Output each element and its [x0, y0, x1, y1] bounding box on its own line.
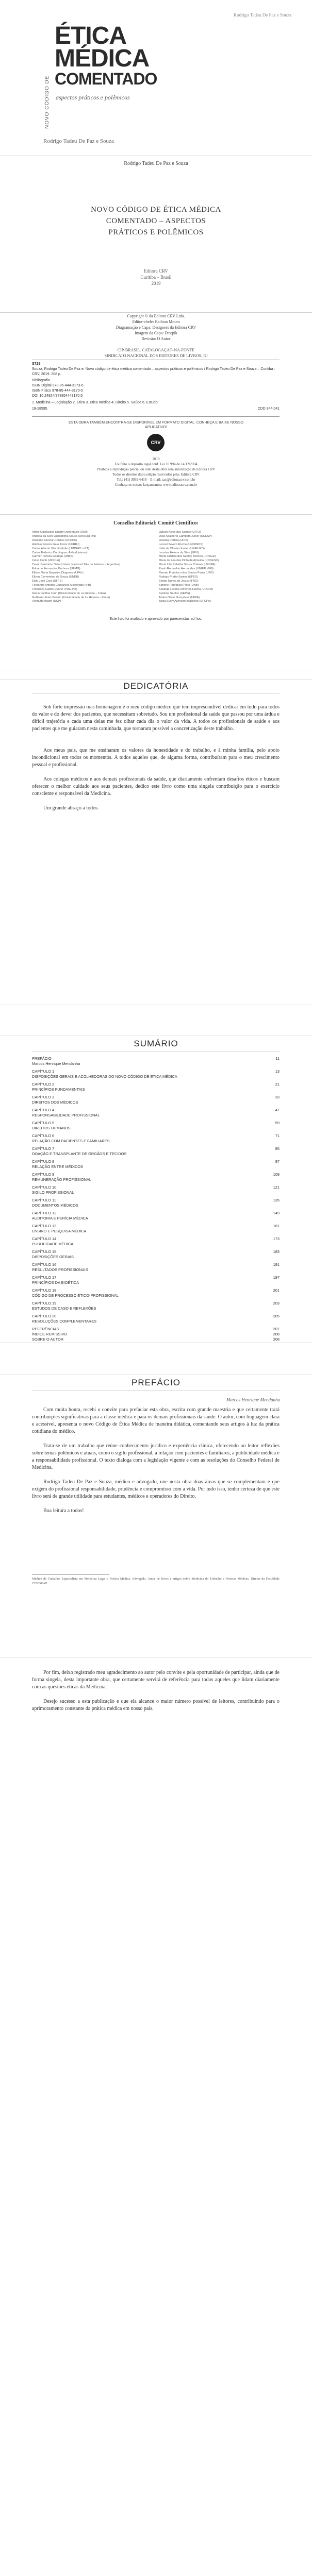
- cip-heading-1: CIP-BRASIL. CATALOGAÇÃO-NA-FONTE: [117, 348, 195, 352]
- toc-entry[interactable]: [32, 1108, 280, 1113]
- copyright-line: Copyright © da Editora CRV Ltda.: [127, 314, 185, 318]
- rights-block: [0, 456, 312, 487]
- section-title-rule: [32, 1051, 280, 1052]
- toc-entry[interactable]: [32, 1327, 280, 1332]
- toc-entry[interactable]: [32, 1203, 280, 1208]
- copyright-line: Revisão: O Autor: [141, 336, 171, 341]
- toc-entry-page: 201: [273, 1288, 280, 1293]
- conselho-member: Maria Lília Imbiriba Sousa Colares (UFOPA): [159, 563, 216, 567]
- conselho-member: Guillermo Arias Beatón (Universidade de La Havana – Cuba): [32, 596, 110, 599]
- conselho-member: Sérgio Nunes de Jesus (IFRO): [159, 579, 199, 583]
- toc-entry-label: SOBRE O AUTOR: [32, 1337, 64, 1342]
- toc-entry[interactable]: [32, 1267, 280, 1273]
- toc-entry[interactable]: [32, 1121, 280, 1126]
- toc-entry[interactable]: [32, 1087, 280, 1092]
- toc-entry[interactable]: [32, 1293, 280, 1298]
- toc-entry-label: CAPÍTULO 13: [32, 1224, 57, 1228]
- toc-entry[interactable]: [32, 1224, 280, 1229]
- title-line-3: PRÁTICOS E POLÊMICOS: [108, 228, 204, 236]
- toc-entry-label: PUBLICIDADE MÉDICA: [32, 1242, 74, 1246]
- conselho-member: Eduardo Fernandes Barbosa (UFMG): [32, 567, 80, 571]
- toc-entry[interactable]: [32, 1211, 280, 1216]
- copyright-lines: [0, 313, 312, 342]
- toc-entry-label: CAPÍTULO 6: [32, 1133, 55, 1138]
- toc-entry-label: CAPÍTULO 18: [32, 1288, 57, 1293]
- toc-entry[interactable]: [32, 1164, 280, 1170]
- toc-entry[interactable]: [32, 1332, 280, 1337]
- conselho-member: Anselmo Alencar Colares (UFOPA): [32, 538, 77, 542]
- toc-entry-label: RELAÇÃO COM PACIENTES E FAMILIARES: [32, 1139, 110, 1143]
- copyright-line: Diagramação e Capa: Designers da Editora CRV: [116, 325, 196, 330]
- toc-entry[interactable]: [32, 1159, 280, 1164]
- cip-code: S729: [32, 362, 41, 366]
- publisher-year: 2019: [151, 281, 161, 286]
- prefacio-footnote: Médico do Trabalho. Especialista em Medicina Legal e Perícia Médica. Advogado. Autor de livros e artigos sobre Medicina do Trabalho e Perícias Médicas. Diretor da Faculdade CENBRAP.: [32, 1577, 280, 1585]
- toc-entry-page: 135: [273, 1198, 280, 1202]
- publisher-city: Curitiba – Brasil: [140, 275, 172, 280]
- toc-entry-label: DIREITOS DOS MÉDICOS: [32, 1100, 78, 1105]
- toc-entry[interactable]: [32, 1100, 280, 1105]
- cip-cdd-left: 19-28595: [32, 407, 47, 411]
- toc-entry-page: 205: [273, 1314, 280, 1318]
- toc-entry-label: DOCUMENTOS MÉDICOS: [32, 1203, 78, 1208]
- dedicatoria-paragraph: Sob forte impressão mas homenagem é o meu código médico que tem imprescindível dedicar em tudo para todos do valor e do dever dos pacientes, que necessitam sobretudo. Sou um profissional da saúde que passou por uma árdua e difícil trajetória e cada uma delas me fez olhar cada dia o valor da vida. A todos os profissionais de saúde e aos pacientes que me guiaram nesta caminhada, que tornaram possível a concretização deste trabalho.: [32, 704, 280, 732]
- toc-entry-page: 191: [273, 1262, 280, 1267]
- toc-entry-label: CAPÍTULO 7: [32, 1146, 55, 1151]
- toc-entry-label: DISPOSIÇÕES GERAIS E ACOLHEDORAS DO NOVO CÓDIGO DE ÉTICA MÉDICA: [32, 1074, 177, 1079]
- toc-entry-label: CAPÍTULO 16: [32, 1262, 57, 1267]
- toc-entry[interactable]: [32, 1146, 280, 1151]
- conselho-member: Carlos Alberto Vilar Estêvão (UMINHO – PT): [32, 547, 89, 550]
- conselho-member: Maria de Lourdes Pinto de Almeida (UNOESC): [159, 559, 219, 563]
- copyright-line: Editor-chefe: Railson Moura: [132, 319, 180, 324]
- toc-entry-label: ESTUDOS DE CASO E REFLEXÕES: [32, 1306, 96, 1311]
- toc-entry[interactable]: [32, 1301, 280, 1306]
- cover-author-under: Rodrigo Tadeu De Paz e Souza: [43, 138, 114, 144]
- toc-entry-page: 183: [273, 1249, 280, 1254]
- dedicatoria-paragraph: Um grande abraço a todos.: [43, 805, 99, 811]
- toc-entry-page: 173: [273, 1236, 280, 1241]
- toc-entry-label: CAPÍTULO 10: [32, 1185, 57, 1190]
- toc-entry[interactable]: [32, 1185, 280, 1190]
- conselho-member: Paulo Romualdo Hernandes (UNIFAL-MG): [159, 567, 214, 571]
- toc-entry[interactable]: [32, 1095, 280, 1100]
- prefacio-paragraph: Trata-se de um trabalho que reúne conhecimento jurídico e experiência clínica, oferecendo ao leitor reflexões sobre temas polêmicos e atuais, como o sigilo profissional, a relação com pacientes e familiares, a publicidade médica e a responsabilidade profissional. O texto dialoga com a legislação vigente e com as resoluções do Conselho Federal de Medicina.: [32, 1443, 280, 1470]
- toc-entry-page: 207: [273, 1327, 280, 1331]
- conselho-member: Fernando Antônio Gonçalves Alcoforado (IPB): [32, 583, 91, 587]
- toc-entry[interactable]: [32, 1151, 280, 1157]
- toc-entry-page: 59: [275, 1121, 280, 1125]
- rights-line: Conheça os nossos lançamentos: www.editoracrv.com.br: [114, 483, 198, 487]
- toc-entry[interactable]: [32, 1069, 280, 1074]
- cip-body: Souza, Rodrigo Tadeu De Paz e. Novo código de ética médica comentado – aspectos práticos e polêmicos / Rodrigo Tadeu De Paz e Souza – Curitiba : CRV, 2019. 208 p.: [32, 367, 275, 376]
- publisher-logo: CRV: [147, 434, 165, 451]
- copyright-line: Imagem da Capa: Freepik: [135, 331, 177, 335]
- section-title-rule: [32, 1390, 280, 1391]
- conselho-member: Josania Portela (UFPI): [159, 538, 188, 542]
- conselho-member: Elizeu Clementino de Souza (UNEB): [32, 575, 79, 579]
- table-of-contents: [32, 1056, 280, 1342]
- cip-isbn-2: ISBN Digital 978-85-444-3173-6: [32, 384, 84, 387]
- toc-entry-label: CÓDIGO DE PROCESSO ÉTICO-PROFISSIONAL: [32, 1293, 119, 1298]
- cover-title-line2: MÉDICA: [55, 45, 150, 72]
- prefacio-paragraph: Rodrigo Tadeu De Paz e Souza, médico e advogado, une nesta obra duas áreas que se complementam e que exigem do profissional responsabilidade, prudência e compromisso com a vida. Por tudo isso, tenho certeza de que este livro será de grande utilidade para estudantes, médicos e operadores do Direito.: [32, 1479, 280, 1499]
- toc-entry-page: 85: [275, 1146, 280, 1151]
- conselho-member: Tadeu Oliver Gonçalves (UFPA): [159, 596, 200, 599]
- cover-title: [55, 22, 157, 88]
- conselho-member: Solange Helena Ximenes-Rocha (UFOPA): [159, 587, 214, 591]
- toc-entry[interactable]: [32, 1249, 280, 1255]
- toc-entry[interactable]: [32, 1337, 280, 1342]
- rights-line: Proibida a reprodução parcial ou total desta obra sem autorização da Editora CRV: [96, 467, 216, 471]
- toc-entry[interactable]: [32, 1314, 280, 1319]
- cip-cdd-row: [32, 406, 280, 412]
- toc-entry-label: CAPÍTULO 3: [32, 1095, 55, 1099]
- rights-line: Foi feito o depósito legal conf. Lei 10.994 de 14/12/2004: [114, 462, 198, 466]
- toc-entry[interactable]: [32, 1082, 280, 1087]
- conselho-member: Élsio José Corá (UFFS): [32, 579, 63, 583]
- toc-entry[interactable]: [32, 1172, 280, 1177]
- toc-entry-label: PREFÁCIO: [32, 1056, 52, 1061]
- toc-entry[interactable]: [32, 1133, 280, 1139]
- toc-entry-page: 97: [275, 1159, 280, 1164]
- toc-entry-page: 47: [275, 1108, 280, 1112]
- publisher-name: Editora CRV: [144, 268, 168, 274]
- cip-record: [32, 362, 280, 412]
- conselho-member: Rodrigo Pratte-Santos (UFES): [159, 575, 198, 579]
- toc-entry[interactable]: [32, 1056, 280, 1061]
- toc-entry[interactable]: [32, 1061, 280, 1066]
- dedicatoria-title: DEDICATÓRIA: [123, 681, 189, 691]
- title-page: [0, 157, 312, 311]
- cover-vertical-strip: [43, 10, 52, 132]
- toc-entry[interactable]: [32, 1306, 280, 1311]
- digital-notice: ESTA OBRA TAMBÉM ENCONTRA-SE DISPONÍVEL EM FORMATO DIGITAL. CONHEÇA E BAIXE NOSSO APLICATIVO!: [69, 421, 243, 429]
- toc-entry-label: ENSINO E PESQUISA MÉDICA: [32, 1229, 87, 1233]
- toc-entry[interactable]: [32, 1255, 280, 1260]
- cover-page: [0, 0, 312, 156]
- toc-entry[interactable]: [32, 1262, 280, 1267]
- conselho-member: Renato Francisco dos Santos Paula (UFG): [159, 571, 214, 575]
- toc-entry-label: CAPÍTULO 4: [32, 1108, 55, 1112]
- footnote-rule: [32, 1574, 109, 1575]
- cover-title-line1: ÉTICA: [55, 22, 126, 49]
- toc-entry-label: CAPÍTULO 14: [32, 1236, 57, 1241]
- toc-entry[interactable]: [32, 1229, 280, 1234]
- toc-entry-label: RESULTADOS PROFISSIONAIS: [32, 1267, 88, 1272]
- toc-entry[interactable]: [32, 1113, 280, 1118]
- toc-entry-page: 11: [275, 1056, 280, 1061]
- toc-entry[interactable]: [32, 1198, 280, 1203]
- title-page-title: [0, 204, 312, 238]
- prefacio-final-paragraph: Desejo sucesso a esta publicação e que ela alcance o maior número possível de leitores, contribuindo para o aprimoramento constante da prática médica em nosso país.: [32, 1699, 280, 1711]
- toc-entry-label: CAPÍTULO 15: [32, 1249, 57, 1254]
- conselho-member: Tania Suely Azevedo Brasileiro (UFOPA): [159, 600, 211, 603]
- toc-entry-label: CAPÍTULO 5: [32, 1121, 55, 1125]
- toc-entry-label: Marcos Henrique Mendanha: [32, 1061, 80, 1066]
- conselho-member: Elione Maria Nogueira Diogenes (UFAL): [32, 571, 84, 575]
- toc-entry-page: 149: [273, 1211, 280, 1215]
- toc-entry[interactable]: [32, 1216, 280, 1221]
- cip-bottom-rule: [32, 416, 280, 417]
- rights-line: Todos os direitos desta edição reservados pela: Editora CRV: [112, 472, 200, 477]
- cover-author-top: Rodrigo Tadeu De Paz e Souza: [234, 12, 291, 18]
- toc-entry-page: 208: [273, 1332, 280, 1336]
- toc-entry-label: CAPÍTULO 19: [32, 1301, 57, 1306]
- conselho-member: Simone Rodrigues Pinto (UNB): [159, 583, 199, 587]
- toc-entry-label: CAPÍTULO 17: [32, 1275, 57, 1280]
- toc-entry-label: RESPONSABILIDADE PROFISSIONAL: [32, 1113, 100, 1117]
- conselho-member: Lourdes Helena da Silva (UFV): [159, 551, 199, 554]
- toc-entry-page: 197: [273, 1275, 280, 1280]
- toc-entry-label: REMUNERAÇÃO PROFISSIONAL: [32, 1177, 91, 1182]
- page-divider: [0, 312, 312, 313]
- cip-heading-2: SINDICATO NACIONAL DOS EDITORES DE LIVROS, RJ: [104, 353, 208, 358]
- cip-cdd-right: CDD 344.041: [257, 407, 280, 411]
- conselho-member: Andréia da Silva Quintanilha Sousa (UNIR/UFRN): [32, 534, 96, 538]
- toc-entry-page: 203: [273, 1301, 280, 1306]
- toc-entry[interactable]: [32, 1126, 280, 1131]
- section-title-rule: [32, 693, 280, 694]
- toc-entry-label: RELAÇÃO ENTRE MÉDICOS: [32, 1164, 83, 1169]
- title-page-publisher: [0, 268, 312, 286]
- cover-title-line3: COMENTADO: [55, 70, 157, 88]
- toc-entry-label: DIREITOS HUMANOS: [32, 1126, 71, 1130]
- title-line-2: COMENTADO – ASPECTOS: [106, 217, 206, 225]
- toc-entry[interactable]: [32, 1190, 280, 1195]
- toc-entry[interactable]: [32, 1177, 280, 1182]
- conselho-member: Lídia de Oliveira Xavier (UNIEURO): [159, 547, 205, 550]
- conselho-member: Gloria Fariñas León (Universidade de La Havana – Cuba): [32, 591, 106, 595]
- dedicatoria-paragraph: Aos meus pais, que me ensinaram os valores da honestidade e do trabalho, e à minha família, pelo apoio incondicional em todos os momentos. A todos aqueles que, de alguma forma, contribuíram para o meu crescimento pessoal e profissional.: [32, 748, 280, 768]
- toc-entry[interactable]: [32, 1275, 280, 1280]
- toc-entry-label: ÍNDICE REMISSIVO: [32, 1332, 68, 1336]
- toc-entry-label: CAPÍTULO 20: [32, 1314, 57, 1318]
- conselho-member: Maria Cristina dos Santos Bezerra (UFSCar): [159, 555, 216, 558]
- sumario-title: SUMÁRIO: [134, 1039, 178, 1048]
- toc-entry-label: CAPÍTULO 2: [32, 1082, 55, 1087]
- cip-isbn-3: ISBN Físico 978-85-444-3170-5: [32, 389, 83, 393]
- conselho-member: Francisco Carlos Duarte (PUC-PR): [32, 587, 77, 591]
- title-page-author: Rodrigo Tadeu De Paz e Souza: [124, 161, 188, 166]
- toc-entry[interactable]: [32, 1288, 280, 1293]
- conselho-member: Carlos Federico Dominguez Avila (Unieuro): [32, 551, 88, 554]
- prefacio-paragraph: Com muita honra, recebi o convite para prefaciar esta obra, escrita com grande maestria e que certamente trará contribuições significativas para a classe médica e para os demais profissionais da saúde. O autor, com linguagem clara e acessível, apresenta o novo Código de Ética Médica de maneira didática, comentando seus artigos à luz da prática cotidiana do médico.: [32, 1407, 280, 1434]
- prefacio-final-paragraph: Por fim, deixo registrado meu agradecimento ao autor pelo convite e pela oportunidade de participar, ainda que de forma singela, desta importante obra, que certamente servirá de referência para todos aqueles que lidam diariamente com as questões éticas da Medicina.: [32, 1670, 280, 1690]
- conselho-note: Este livro foi avaliado e aprovado por pareceristas ad hoc.: [109, 617, 203, 621]
- toc-entry-page: 109: [273, 1172, 280, 1177]
- conselho-title: Conselho Editorial: Comitê Científico:: [113, 520, 199, 526]
- toc-entry-page: 13: [275, 1069, 280, 1074]
- cip-heading: [0, 347, 312, 359]
- section-top-rule: [0, 679, 312, 680]
- toc-entry-label: CAPÍTULO 9: [32, 1172, 55, 1177]
- dedicatoria-paragraph: Aos colegas médicos e aos demais profissionais da saúde, que diariamente enfrentam desafios éticos e buscam oferecer o melhor cuidado aos seus pacientes, dedico este livro como uma singela contribuição para o exercício consciente e responsável da Medicina.: [32, 776, 280, 796]
- conselho-list: [32, 531, 280, 612]
- conselho-member: João Adalberto Campato Junior (UNESP): [159, 534, 212, 538]
- rights-line: Tel.: (41) 3039-6418 – E-mail: sac@editoracrv.com.br: [117, 478, 195, 482]
- cover-vertical-text: NOVO CÓDIGO DE: [44, 75, 50, 129]
- toc-entry[interactable]: [32, 1236, 280, 1242]
- conselho-member: Sydione Santos (UEPG): [159, 591, 190, 595]
- cip-subjects: 1. Medicina – Legislação 2. Ética 3. Ética médica 4. Direito 5. Saúde 6. Estudo: [32, 401, 158, 404]
- toc-entry-page: 33: [275, 1095, 280, 1099]
- conselho-member: Celso Conti (UFSCar): [32, 559, 60, 563]
- toc-entry-label: DOAÇÃO E TRANSPLANTE DE ÓRGÃOS E TECIDOS: [32, 1151, 127, 1156]
- toc-entry-page: 21: [275, 1082, 280, 1087]
- toc-entry-label: REFERÊNCIAS: [32, 1327, 59, 1331]
- conselho-member: Carmen Tereza Velanga (UNIR): [32, 555, 73, 558]
- toc-entry[interactable]: [32, 1139, 280, 1144]
- toc-entry-label: CAPÍTULO 8: [32, 1159, 55, 1164]
- cip-isbn-1: Bibliografia: [32, 379, 50, 382]
- cip-doi: DOI 10.24824/978854443170.5: [32, 394, 83, 398]
- toc-entry-label: DISPOSIÇÕES GERAIS: [32, 1255, 74, 1259]
- cover-subtitle: aspectos práticos e polêmicos: [56, 94, 130, 101]
- toc-entry-page: 121: [273, 1185, 280, 1190]
- rights-year: 2019: [152, 457, 160, 461]
- conselho-member: Cesar Gerónimo Tello (Univer. Nacional Três de Febrero – Argentina): [32, 563, 121, 567]
- toc-entry-label: AUDITORIA E PERÍCIA MÉDICA: [32, 1216, 88, 1221]
- toc-entry-label: PRINCÍPIOS DA BIOÉTICA: [32, 1280, 79, 1285]
- toc-entry[interactable]: [32, 1242, 280, 1247]
- conselho-member: Aldira Guimarães Duarte Domínguez (UNB): [32, 531, 88, 534]
- toc-entry-label: CAPÍTULO 12: [32, 1211, 57, 1215]
- toc-entry-label: CAPÍTULO 1: [32, 1069, 55, 1074]
- toc-entry-page: 71: [275, 1133, 280, 1138]
- conselho-member: Leonel Severo Rocha (UNISINOS): [159, 543, 204, 546]
- prefacio-paragraph: Boa leitura a todos!: [43, 1508, 84, 1514]
- toc-entry-page: 161: [273, 1224, 280, 1228]
- toc-entry-page: 208: [273, 1337, 280, 1342]
- title-line-1: NOVO CÓDIGO DE ÉTICA MÉDICA: [91, 206, 221, 214]
- conselho-member: Helmuth Krüger (UCP): [32, 600, 61, 603]
- prefacio-title: PREFÁCIO: [132, 1378, 180, 1387]
- toc-entry[interactable]: [32, 1280, 280, 1285]
- toc-entry[interactable]: [32, 1074, 280, 1079]
- conselho-member: Jailson Alves dos Santos (UFRJ): [159, 531, 201, 534]
- toc-entry-label: PRINCÍPIOS FUNDAMENTAIS: [32, 1087, 85, 1092]
- page-divider: [0, 514, 312, 515]
- conselho-member: Antônio Pereira Gaio Júnior (UFRRJ): [32, 543, 80, 546]
- prefacio-byline: Marcos Henrique Mendanha: [226, 1397, 280, 1402]
- toc-entry-label: SIGILO PROFISSIONAL: [32, 1190, 74, 1195]
- toc-entry-label: CAPÍTULO 11: [32, 1198, 56, 1202]
- toc-entry[interactable]: [32, 1319, 280, 1324]
- toc-entry-label: RESOLUÇÕES COMPLEMENTARES: [32, 1319, 97, 1324]
